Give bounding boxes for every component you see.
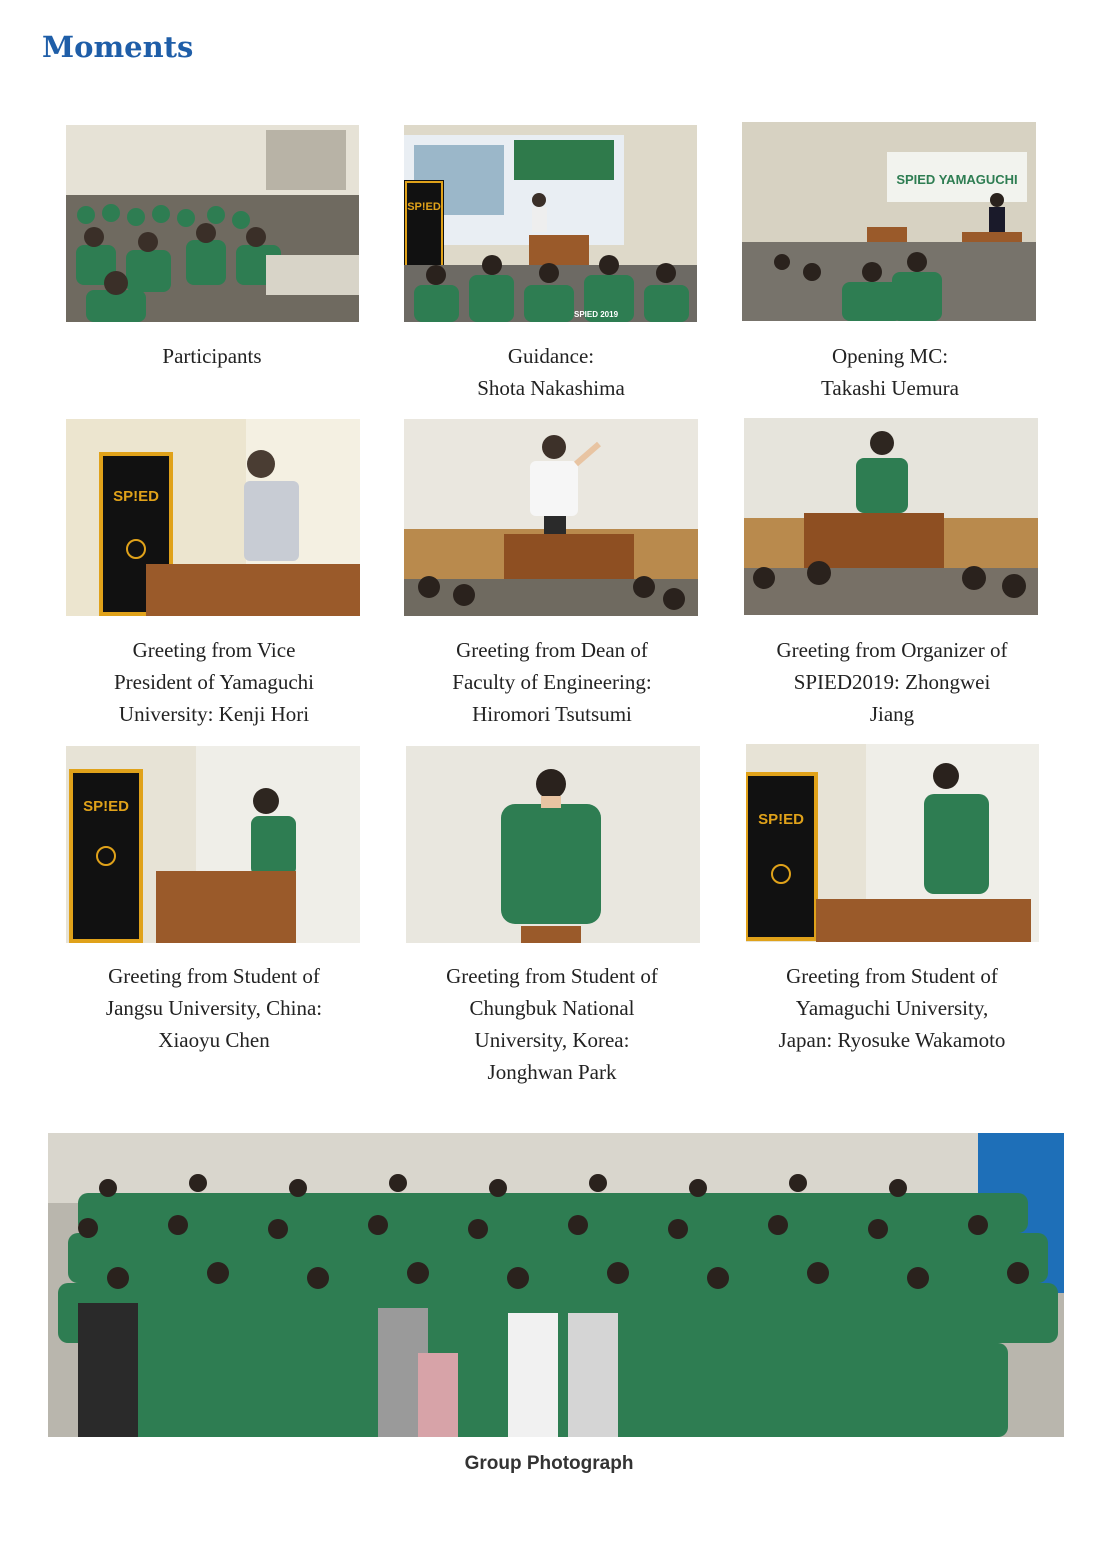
photo-organizer — [744, 418, 1038, 615]
caption-student-yamaguchi: Greeting from Student of Yamaguchi University, Japan: Ryosuke Wakamoto — [778, 964, 1006, 1052]
photo-student-jiangsu — [66, 746, 360, 943]
photo-dean — [404, 419, 698, 616]
caption-organizer: Greeting from Organizer of SPIED2019: Zhongwei Jiang — [776, 638, 1008, 726]
svg-text:SP!ED: SP!ED — [113, 488, 159, 505]
caption-vice-president: Greeting from Vice President of Yamaguchi University: Kenji Hori — [113, 638, 315, 726]
photo-guidance — [404, 125, 697, 322]
caption-participants: Participants — [162, 344, 262, 368]
photo-participants — [66, 125, 359, 322]
svg-text:SP!ED: SP!ED — [758, 811, 804, 828]
page-title: Moments — [42, 30, 194, 64]
photo-student-yamaguchi — [746, 744, 1039, 942]
caption-guidance: Guidance: Shota Nakashima — [477, 344, 625, 400]
caption-dean: Greeting from Dean of Faculty of Engineering: Hiromori Tsutsumi — [452, 638, 652, 726]
svg-text:SP!ED: SP!ED — [407, 201, 441, 213]
svg-text:SP!ED: SP!ED — [83, 798, 129, 815]
photo-opening-mc — [742, 122, 1036, 321]
photo-student-chungbuk — [406, 746, 700, 943]
svg-text:SPIED YAMAGUCHI: SPIED YAMAGUCHI — [896, 172, 1018, 187]
caption-opening-mc: Opening MC: Takashi Uemura — [821, 344, 959, 400]
caption-group: Group Photograph — [464, 1453, 634, 1474]
photo-vice-president — [66, 419, 360, 616]
photo-group — [48, 1133, 1064, 1437]
svg-text:SPIED 2019: SPIED 2019 — [574, 310, 619, 319]
caption-student-jiangsu: Greeting from Student of Jangsu University, China: Xiaoyu Chen — [105, 964, 323, 1052]
caption-student-chungbuk: Greeting from Student of Chungbuk National University, Korea: Jonghwan Park — [446, 964, 658, 1084]
